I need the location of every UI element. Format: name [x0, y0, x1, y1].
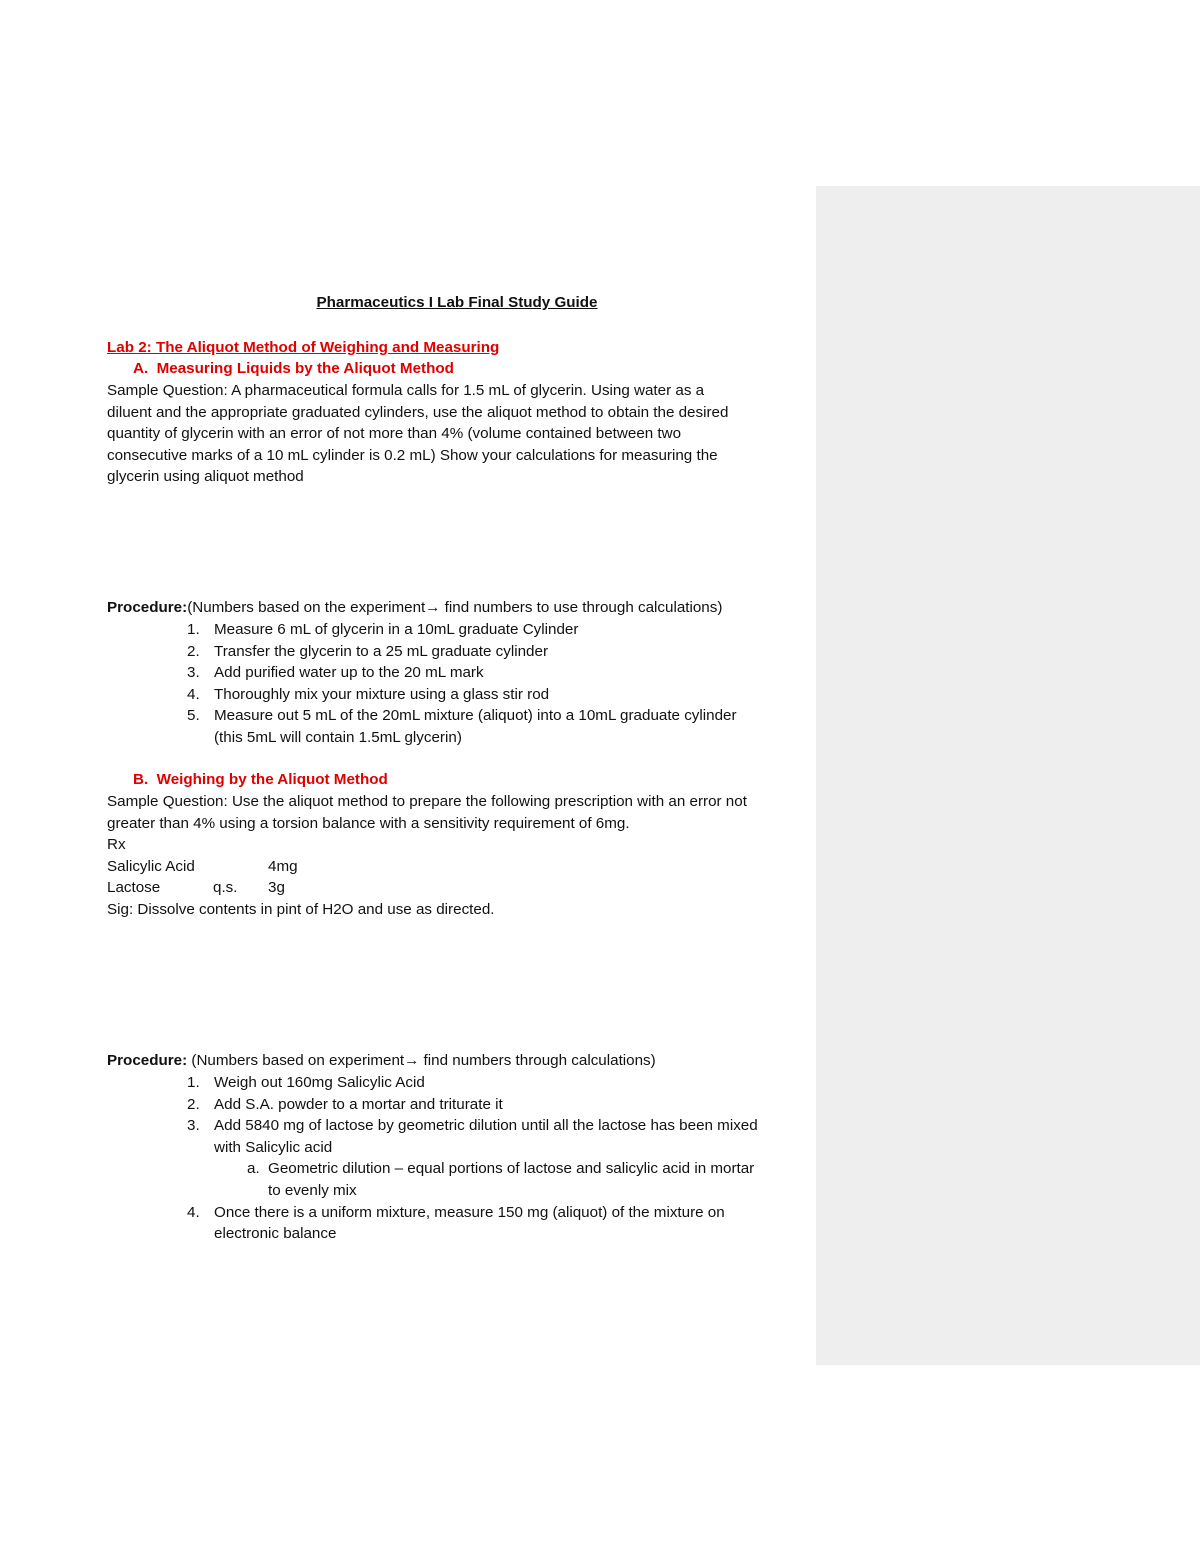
- section-b-procedure-heading: [107, 1050, 807, 1072]
- sig-line: Sig: Dissolve contents in pint of H2O and use as directed.: [107, 900, 495, 918]
- list-item: 1. Measure 6 mL of glycerin in a 10mL graduate Cylinder: [187, 621, 579, 638]
- list-item: 3. Add purified water up to the 20 mL mark: [187, 664, 484, 682]
- list-item: 2. Transfer the glycerin to a 25 mL graduate cylinder: [187, 642, 549, 660]
- procedure-note: (Numbers based on the experiment→ find numbers to use through calculations): [187, 599, 723, 616]
- section-b-steps: [107, 1072, 807, 1245]
- list-item: 4. Once there is a uniform mixture, measure 150 mg (aliquot) of the mixture on electronic balance: [187, 1203, 725, 1243]
- question-line: consecutive marks of a 10 mL cylinder is 0.2 mL) Show your calculations for measuring the: [107, 446, 718, 464]
- section-b-title: Weighing by the Aliquot Method: [156, 771, 388, 788]
- question-line: diluent and the appropriate graduated cylinders, use the aliquot method to obtain the desired: [107, 403, 729, 421]
- list-item: 1. Weigh out 160mg Salicylic Acid: [187, 1074, 425, 1091]
- procedure-label: Procedure:: [107, 599, 188, 616]
- section-a-title: Measuring Liquids by the Aliquot Method: [156, 360, 454, 377]
- lab-heading: Lab 2: The Aliquot Method of Weighing and Measuring: [107, 339, 500, 356]
- question-line: Sample Question: A pharmaceutical formula calls for 1.5 mL of glycerin. Using water as a: [107, 382, 705, 399]
- question-line: greater than 4% using a torsion balance with a sensitivity requirement of 6mg.: [107, 814, 630, 832]
- procedure-note: (Numbers based on experiment→ find numbers through calculations): [187, 1052, 656, 1069]
- section-a-letter: A.: [133, 360, 149, 377]
- list-item: 4. Thoroughly mix your mixture using a glass stir rod: [187, 685, 550, 703]
- section-b-question: [107, 791, 807, 921]
- list-item: 3. Add 5840 mg of lactose by geometric dilution until all the lactose has been mixed with Salicylic acid: [187, 1117, 758, 1156]
- rx-row: Lactose q.s. 3g: [107, 879, 285, 897]
- question-line: Sample Question: Use the aliquot method to prepare the following prescription with an error not: [107, 793, 747, 810]
- rx-row: Salicylic Acid 4mg: [107, 857, 298, 875]
- rx-label: Rx: [107, 836, 126, 854]
- procedure-label: Procedure:: [107, 1052, 188, 1069]
- section-a-procedure-heading: [107, 597, 807, 619]
- section-a-heading: [133, 358, 454, 380]
- comment-pane: [816, 186, 1200, 1365]
- sub-list-item: a. Geometric dilution – equal portions of lactose and salicylic acid in mortar to evenly mix: [247, 1160, 755, 1199]
- section-a-steps: [107, 619, 807, 749]
- page-title: Pharmaceutics I Lab Final Study Guide: [316, 294, 598, 311]
- list-item: 2. Add S.A. powder to a mortar and triturate it: [187, 1095, 503, 1113]
- question-line: quantity of glycerin with an error of not more than 4% (volume contained between two: [107, 425, 682, 443]
- section-b-letter: B.: [133, 771, 149, 788]
- section-a-question: [107, 380, 807, 488]
- question-line: glycerin using aliquot method: [107, 468, 304, 486]
- list-item: 5. Measure out 5 mL of the 20mL mixture (aliquot) into a 10mL graduate cylinder (this 5mL will contain 1.5mL glycerin): [187, 707, 737, 746]
- section-b-heading: [133, 769, 388, 791]
